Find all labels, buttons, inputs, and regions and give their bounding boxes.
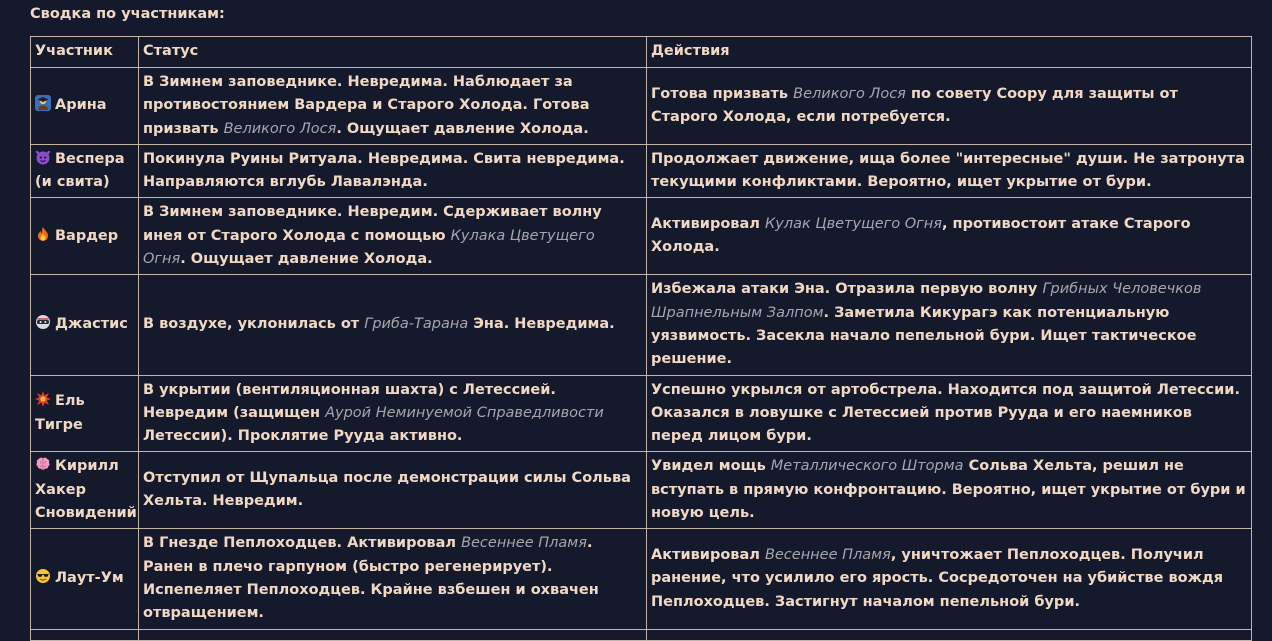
- actions-cell: Активировал Кулак Цветущего Огня, противостоит атаке Старого Холода.: [647, 198, 1252, 275]
- participant-cell: [31, 375, 139, 452]
- status-cell: В Зимнем заповеднике. Невредима. Наблюдает за противостоянием Вардера и Старого Холода. Готова призвать Великого Лося. Ощущает давление Холода.: [139, 68, 647, 145]
- ninja-mask-icon: [35, 314, 51, 330]
- actions-cell: Активировал Весеннее Пламя, уничтожает Пеплоходцев. Получил ранение, что усилило его ярость. Сосредоточен на убийстве вождя Пеплоходцев. Застигнут началом пепельной бури.: [647, 529, 1252, 629]
- column-header-actions: Действия: [647, 37, 1252, 68]
- status-cell: В укрытии (вентиляционная шахта) с Летессией. Невредим (защищен Аурой Неминуемой Справедливости Летессии). Проклятие Рууда активно.: [139, 375, 647, 452]
- column-header-status: Статус: [139, 37, 647, 68]
- participant-cell: [31, 144, 139, 198]
- brain-icon: [35, 456, 51, 472]
- status-cell: В Гнезде Пеплоходцев. Активировал Весеннее Пламя. Ранен в плечо гарпуном (быстро регенерирует). Испепеляет Пеплоходцев. Крайне взбешен и охвачен отвращением.: [139, 529, 647, 629]
- participant-cell: [31, 275, 139, 375]
- table-row: [31, 144, 1252, 198]
- status-cell: Отступил от Щупальца после демонстрации силы Сольва Хельта. Невредим.: [139, 452, 647, 529]
- table-row: [31, 452, 1252, 529]
- participant-name: Лаут-Ум: [55, 570, 124, 587]
- clipped-cell: [647, 629, 1252, 640]
- participant-name: Вардер: [55, 227, 119, 244]
- participant-name: Джастис: [55, 316, 128, 333]
- status-cell: В воздухе, уклонилась от Гриба-Тарана Эна. Невредима.: [139, 275, 647, 375]
- actions-cell: Продолжает движение, ища более "интересные" души. Не затронута текущими конфликтами. Вероятно, ищет укрытие от бури.: [647, 144, 1252, 198]
- column-header-participant: Участник: [31, 37, 139, 68]
- sunglasses-face-icon: [35, 568, 51, 584]
- actions-cell: Увидел мощь Металлического Шторма Сольва Хельта, решил не вступать в прямую конфронтацию. Вероятно, ищет укрытие от бури и новую цель.: [647, 452, 1252, 529]
- status-cell: В Зимнем заповеднике. Невредим. Сдерживает волну инея от Старого Холода с помощью Кулака Цветущего Огня. Ощущает давление Холода.: [139, 198, 647, 275]
- explosion-icon: [35, 391, 51, 407]
- participant-name: Кирилл Хакер Сновидений: [35, 458, 137, 522]
- participant-cell: [31, 198, 139, 275]
- italic-term: Гриба-Тарана: [364, 316, 469, 333]
- table-row: [31, 198, 1252, 275]
- actions-cell: Готова призвать Великого Лося по совету Соору для защиты от Старого Холода, если потребуется.: [647, 68, 1252, 145]
- table-row: [31, 68, 1252, 145]
- italic-term: Весеннее Пламя: [764, 546, 891, 563]
- participants-table: [30, 36, 1252, 641]
- italic-term: Кулака Цветущего Огня: [143, 227, 595, 268]
- table-row-clipped: [31, 629, 1252, 640]
- fire-icon: [35, 226, 51, 242]
- participant-name: Ель Тигре: [35, 393, 85, 433]
- italic-term: Аурой Неминуемой Справедливости: [325, 404, 604, 421]
- clipped-cell: [31, 629, 139, 640]
- participant-name: Веспера (и свита): [35, 150, 125, 191]
- italic-term: Весеннее Пламя: [461, 535, 587, 552]
- table-row: [31, 275, 1252, 375]
- participant-cell: [31, 68, 139, 145]
- italic-term: Металлического Шторма: [770, 458, 964, 475]
- italic-term: Великого Лося: [223, 120, 337, 137]
- participant-cell: [31, 529, 139, 629]
- participant-name: Арина: [55, 97, 107, 114]
- clipped-cell: [139, 629, 647, 640]
- italic-term: Грибных Человечков Шрапнельным Залпом: [651, 281, 1202, 321]
- table-row: [31, 529, 1252, 629]
- status-cell: Покинула Руины Ритуала. Невредима. Свита невредима. Направляются вглубь Лавалэнда.: [139, 144, 647, 198]
- student-icon: [35, 95, 51, 111]
- participant-cell: [31, 452, 139, 529]
- demon-face-icon: [35, 149, 51, 165]
- italic-term: Великого Лося: [793, 85, 906, 102]
- actions-cell: Избежала атаки Эна. Отразила первую волну Грибных Человечков Шрапнельным Залпом. Заметила Кикурагэ как потенциальную уязвимость. Засекла начало пепельной бури. Ищет тактическое решение.: [647, 275, 1252, 375]
- table-row: [31, 375, 1252, 452]
- actions-cell: Успешно укрылся от артобстрела. Находится под защитой Летессии. Оказался в ловушке с Летессией против Рууда и его наемников перед лицом бури.: [647, 375, 1252, 452]
- table-header-row: [31, 37, 1252, 68]
- italic-term: Кулак Цветущего Огня: [764, 216, 942, 233]
- summary-heading: Сводка по участникам:: [30, 6, 225, 22]
